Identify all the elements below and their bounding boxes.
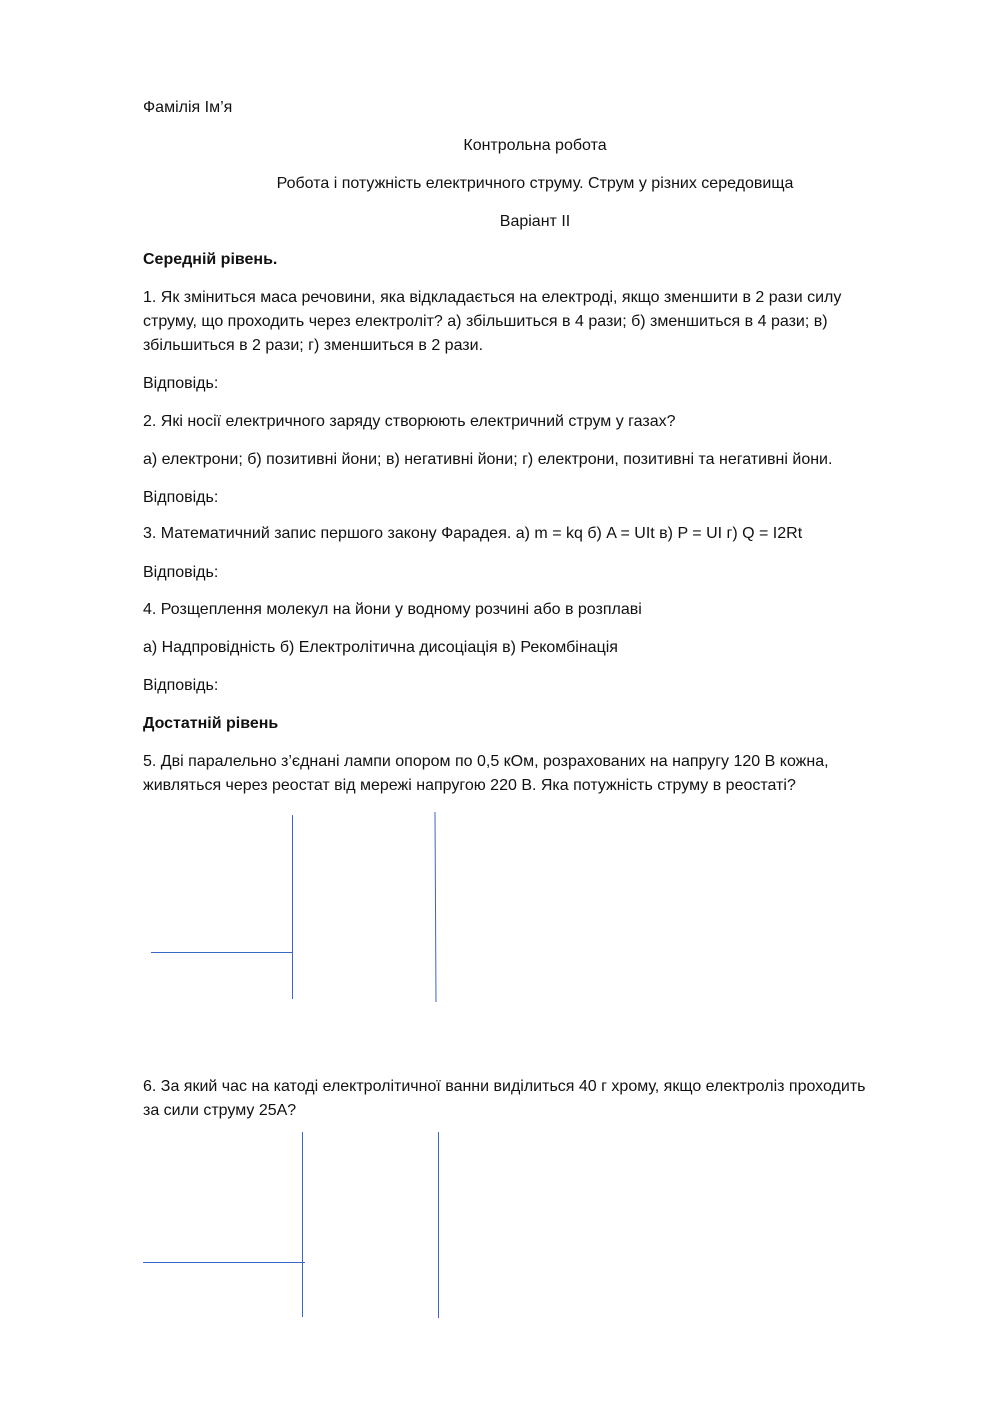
q5-line-2: живляться через реостат від мережі напругою 220 В. Яка потужність струму в реостаті? (143, 777, 796, 794)
student-name-label: Фамілія Ім’я (143, 99, 233, 116)
q5-grid-vertical-line-2 (435, 812, 437, 1002)
q6-line-2: за сили струму 25А? (143, 1102, 297, 1119)
q4-question: 4. Розщеплення молекул на йони у водному розчині або в розплаві (143, 601, 642, 618)
q5-grid-vertical-line-1 (292, 815, 293, 999)
test-topic: Робота і потужність електричного струму. Струм у різних середовища (276, 175, 794, 192)
q5-grid-horizontal-line (151, 952, 293, 953)
q2-options: а) електрони; б) позитивні йони; в) негативні йони; г) електрони, позитивні та негативні йони. (143, 451, 833, 468)
q3-answer-label: Відповідь: (143, 564, 219, 581)
variant-label: Варіант ІІ (499, 213, 571, 230)
q6-line-1: 6. За який час на катоді електролітичної ванни виділиться 40 г хрому, якщо електроліз проходить (143, 1078, 866, 1095)
q3-question: 3. Математичний запис першого закону Фарадея. а) m = kq б) A = UIt в) P = UI г) Q = I2Rt (143, 525, 803, 542)
q6-grid-vertical-line-2 (438, 1132, 439, 1318)
q6-grid-vertical-line-1 (302, 1132, 303, 1317)
q6-grid-horizontal-line (143, 1262, 305, 1263)
q2-answer-label: Відповідь: (143, 489, 219, 506)
q1-answer-label: Відповідь: (143, 375, 219, 392)
section-sufficient-level: Достатній рівень (143, 715, 279, 732)
q4-answer-label: Відповідь: (143, 677, 219, 694)
q1-line-2: струму, що проходить через електроліт? а) збільшиться в 4 рази; б) зменшиться в 4 рази; в) (143, 313, 828, 330)
test-title: Контрольна робота (463, 137, 607, 154)
q1-line-3: збільшиться в 2 рази; г) зменшиться в 2 рази. (143, 337, 484, 354)
q2-question: 2. Які носії електричного заряду створюють електричний струм у газах? (143, 413, 676, 430)
section-medium-level: Середній рівень. (143, 251, 278, 268)
q1-line-1: 1. Як зміниться маса речовини, яка відкладається на електроді, якщо зменшити в 2 рази силу (143, 289, 842, 306)
q5-line-1: 5. Дві паралельно з’єднані лампи опором по 0,5 кОм, розрахованих на напругу 120 В кожна, (143, 753, 829, 770)
q4-options: а) Надпровідність б) Електролітична дисоціація в) Рекомбінація (143, 639, 618, 656)
